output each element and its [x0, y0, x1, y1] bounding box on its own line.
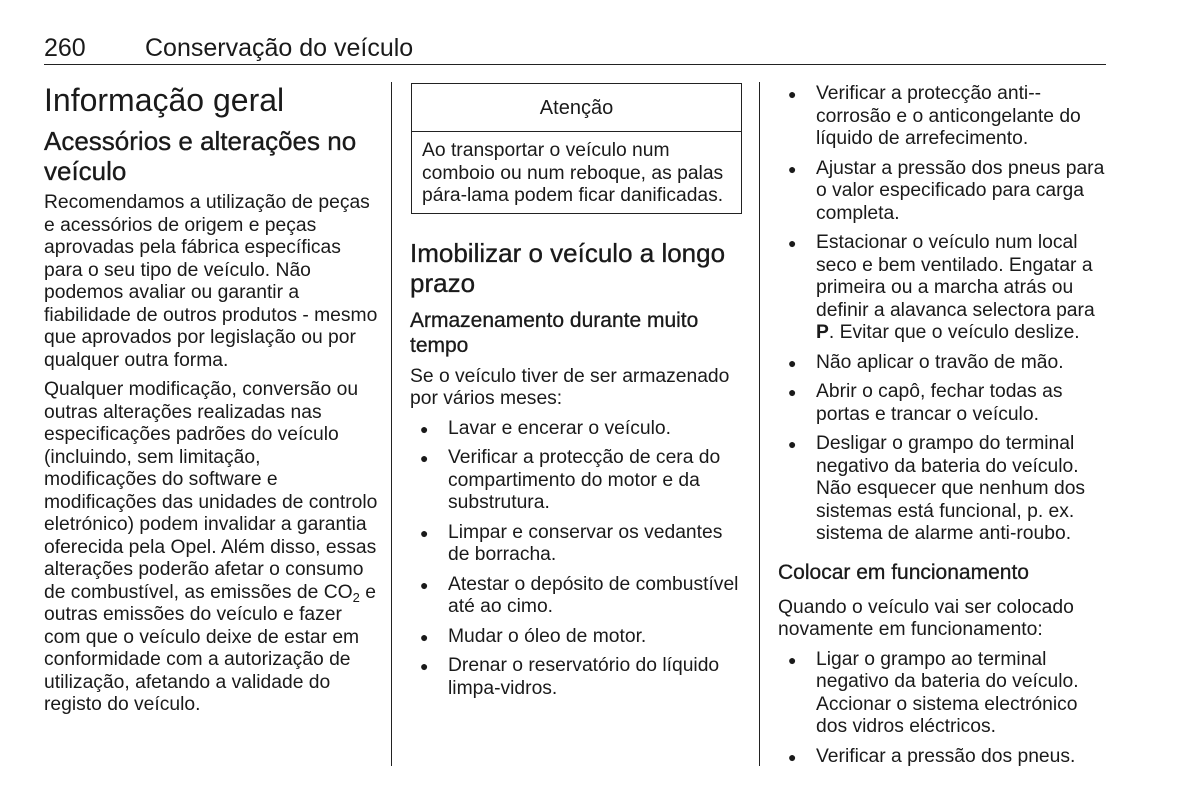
list-item: ● Ligar o grampo ao terminal negativo da bateria do veículo. Accionar o sistema electrónico dos vidros eléctricos. [778, 649, 1110, 739]
list-item: ● Mudar o óleo de motor. [410, 626, 742, 649]
notice-body: Ao transportar o veículo num comboio ou num reboque, as palas pára-lama podem ficar danificadas. [422, 140, 724, 206]
list-item: ● Lavar e encerar o veículo. [410, 418, 742, 441]
column-divider-left [391, 82, 392, 766]
restart-list [778, 649, 1110, 769]
column-1 [44, 80, 378, 724]
gear-position-p: P [816, 322, 829, 343]
column-divider-right [759, 82, 760, 766]
notice-title: Atenção [412, 84, 741, 132]
header-rule [44, 64, 1106, 65]
list-item [778, 232, 1110, 345]
paragraph-modifications-text-b: e outras emissões do veículo e fazer com que o veículo deixe de estar em conformidade com a autorização de utilização, afetando a validade do registo do veículo. [44, 581, 376, 715]
notice-box [411, 83, 742, 214]
list-item: ● Limpar e conservar os vedantes de borracha. [410, 522, 742, 567]
list-item-text: Estacionar o veículo num local seco e bem ventilado. Engatar a primeira ou a marcha atrás ou definir a alavanca selectora para [816, 232, 1095, 321]
paragraph-modifications-text-a: Qualquer modificação, conversão ou outras alterações realizadas nas especificações padrões do veículo (incluindo, sem limitação, modificações do software e modificações das unidades de controlo eletrónico) podem invalidar a garantia oferecida pela Opel. Além disso, essas alterações poderão afetar o consumo de combustível, as emissões de CO [44, 379, 378, 603]
column-2 [410, 80, 742, 707]
section-heading-accessories: Acessórios e alterações no veículo [44, 126, 357, 186]
list-item: ● Verificar a protecção de cera do compartimento do motor e da substrutura. [410, 447, 742, 515]
section-title: Conservação do veículo [145, 34, 414, 62]
page-heading: Informação geral [44, 82, 285, 118]
list-item-text: . Evitar que o veículo deslize. [828, 322, 1080, 343]
list-item: ● Drenar o reservatório do líquido limpa-vidros. [410, 655, 742, 700]
storage-list [410, 418, 742, 701]
column-3 [778, 83, 1110, 775]
list-item: ● Abrir o capô, fechar todas as portas e trancar o veículo. [778, 381, 1110, 426]
list-item: ● Atestar o depósito de combustível até ao cimo. [410, 574, 742, 619]
section-heading-long-term-storage: Imobilizar o veículo a longo prazo [410, 237, 726, 298]
subheading-restart: Colocar em funcionamento [778, 560, 1029, 584]
co2-subscript: 2 [352, 589, 360, 605]
paragraph-modifications [44, 379, 378, 717]
storage-list-continued [778, 83, 1110, 546]
list-item: ● Ajustar a pressão dos pneus para o valor especificado para carga completa. [778, 158, 1110, 226]
page-number: 260 [44, 34, 86, 62]
storage-intro: Se o veículo tiver de ser armazenado por vários meses: [410, 365, 730, 409]
subheading-storage: Armazenamento durante muito tempo [410, 308, 699, 357]
list-item: ● Verificar a pressão dos pneus. [778, 746, 1110, 769]
restart-intro: Quando o veículo vai ser colocado novamente em funcionamento: [778, 596, 1074, 640]
list-item: ● Desligar o grampo do terminal negativo da bateria do veículo. Não esquecer que nenhum dos sistemas está funcional, p. ex. sistema de alarme anti-roubo. [778, 433, 1110, 546]
paragraph-recommendation: Recomendamos a utilização de peças e acessórios de origem e peças aprovadas pela fábrica específicas para o seu tipo de veículo. Não podemos avaliar ou garantir a fiabilidade de outros produtos - mesmo que aprovados por legislação ou por qualquer outra forma. [44, 192, 378, 371]
list-item: ● Verificar a protecção anti--corrosão e o anticongelante do líquido de arrefecimento. [778, 83, 1110, 151]
list-item: ● Não aplicar o travão de mão. [778, 352, 1110, 375]
